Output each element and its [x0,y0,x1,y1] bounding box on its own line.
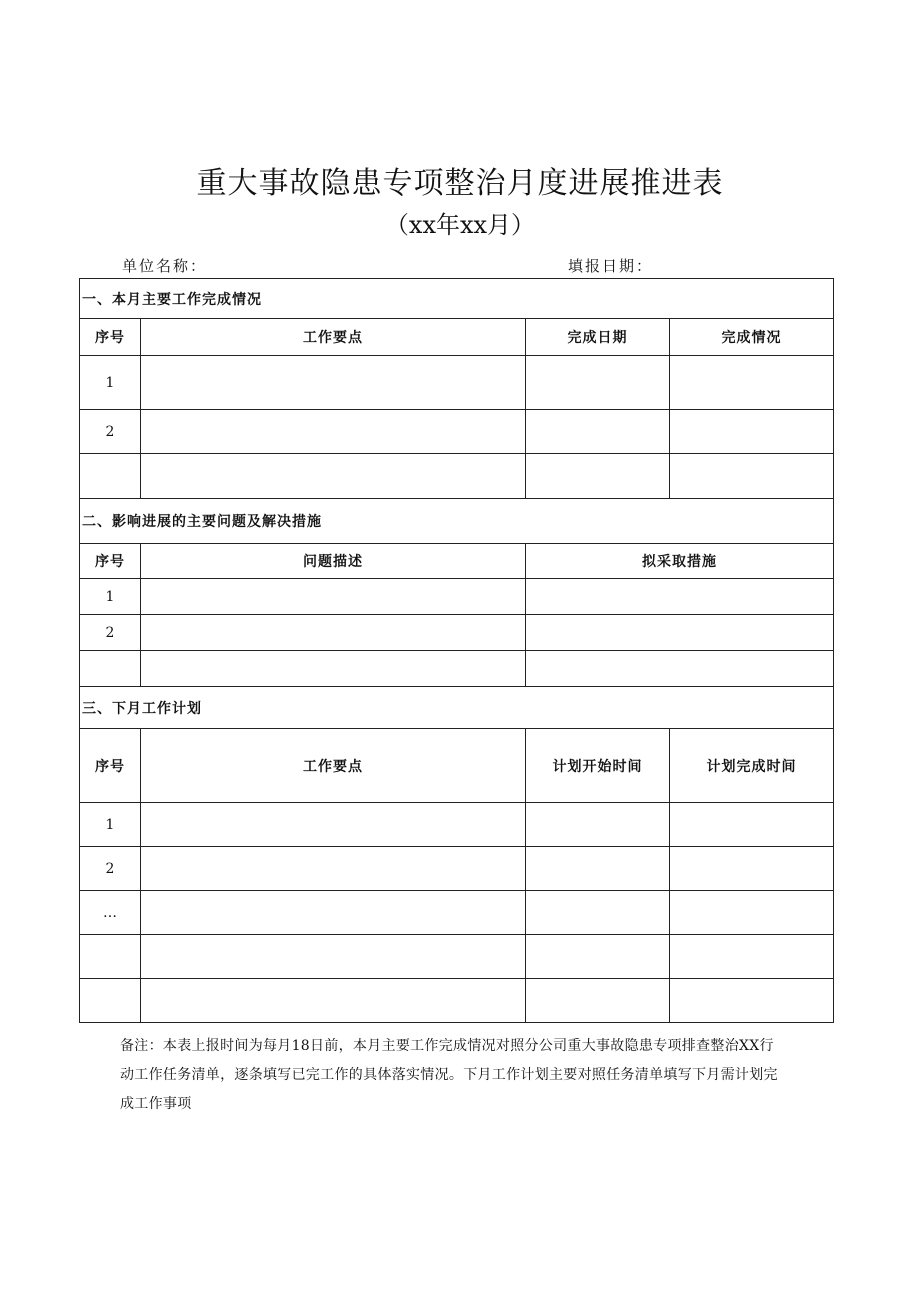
work-point-cell[interactable] [141,935,526,979]
problem-cell[interactable] [141,651,526,687]
table-row [80,615,834,651]
table-row [80,356,834,410]
work-point-cell[interactable] [141,803,526,847]
table-row [80,651,834,687]
unit-name-label: 单位名称： [122,257,208,275]
section1-col-index: 序号 [80,319,141,356]
section2-header-row [80,544,834,579]
remarks-line: 动工作任务清单，逐条填写已完工作的具体落实情况。下月工作计划主要对照任务清单填写下月需计划完 [120,1067,778,1083]
remarks-note [120,1032,834,1119]
section2-col-measures: 拟采取措施 [526,544,834,579]
document-subtitle: （xx年xx月） [384,211,536,239]
work-point-cell[interactable] [141,979,526,1023]
report-date-label: 填报日期： [568,257,654,275]
document-title: 重大事故隐患专项整治月度进展推进表 [196,166,724,201]
section3-title-row [80,687,834,729]
finish-date-cell[interactable] [526,356,670,410]
section3-header-row [80,729,834,803]
section1-col-finish-date: 完成日期 [526,319,670,356]
work-point-cell[interactable] [141,356,526,410]
work-point-cell[interactable] [141,410,526,454]
finish-date-cell[interactable] [526,410,670,454]
plan-finish-cell[interactable] [670,979,834,1023]
table-row [80,803,834,847]
problem-cell[interactable] [141,615,526,651]
row-index [80,454,141,499]
plan-start-cell[interactable] [526,847,670,891]
section2-title-row [80,499,834,544]
table-row [80,891,834,935]
plan-start-cell[interactable] [526,803,670,847]
plan-start-cell[interactable] [526,891,670,935]
measures-cell[interactable] [526,579,834,615]
table-row [80,454,834,499]
plan-finish-cell[interactable] [670,891,834,935]
row-index: 1 [80,356,141,410]
row-index [80,935,141,979]
table-row [80,579,834,615]
row-index [80,651,141,687]
section1-col-finish-status: 完成情况 [670,319,834,356]
progress-form-table [79,278,834,1023]
remarks-line: 备注：本表上报时间为每月18日前，本月主要工作完成情况对照分公司重大事故隐患专项排查整治XX行 [120,1038,774,1054]
section3-title: 三、下月工作计划 [80,687,834,729]
table-row [80,979,834,1023]
plan-start-cell[interactable] [526,979,670,1023]
finish-status-cell[interactable] [670,410,834,454]
finish-date-cell[interactable] [526,454,670,499]
section2-title: 二、影响进展的主要问题及解决措施 [80,499,834,544]
problem-cell[interactable] [141,579,526,615]
table-row [80,935,834,979]
section3-col-plan-finish: 计划完成时间 [670,729,834,803]
section1-header-row [80,319,834,356]
row-index: 1 [80,579,141,615]
finish-status-cell[interactable] [670,454,834,499]
measures-cell[interactable] [526,651,834,687]
row-index: 2 [80,410,141,454]
section2-col-problem: 问题描述 [141,544,526,579]
section3-col-index: 序号 [80,729,141,803]
work-point-cell[interactable] [141,847,526,891]
work-point-cell[interactable] [141,891,526,935]
section1-col-work-point: 工作要点 [141,319,526,356]
section1-title: 一、本月主要工作完成情况 [80,279,834,319]
section2-col-index: 序号 [80,544,141,579]
plan-finish-cell[interactable] [670,803,834,847]
remarks-line: 成工作事项 [120,1096,192,1112]
row-index: 2 [80,847,141,891]
row-index: 2 [80,615,141,651]
plan-finish-cell[interactable] [670,847,834,891]
plan-start-cell[interactable] [526,935,670,979]
section3-col-work-point: 工作要点 [141,729,526,803]
section3-col-plan-start: 计划开始时间 [526,729,670,803]
row-index: … [80,891,141,935]
section1-title-row [80,279,834,319]
finish-status-cell[interactable] [670,356,834,410]
measures-cell[interactable] [526,615,834,651]
table-row [80,410,834,454]
work-point-cell[interactable] [141,454,526,499]
plan-finish-cell[interactable] [670,935,834,979]
table-row [80,847,834,891]
row-index: 1 [80,803,141,847]
row-index [80,979,141,1023]
